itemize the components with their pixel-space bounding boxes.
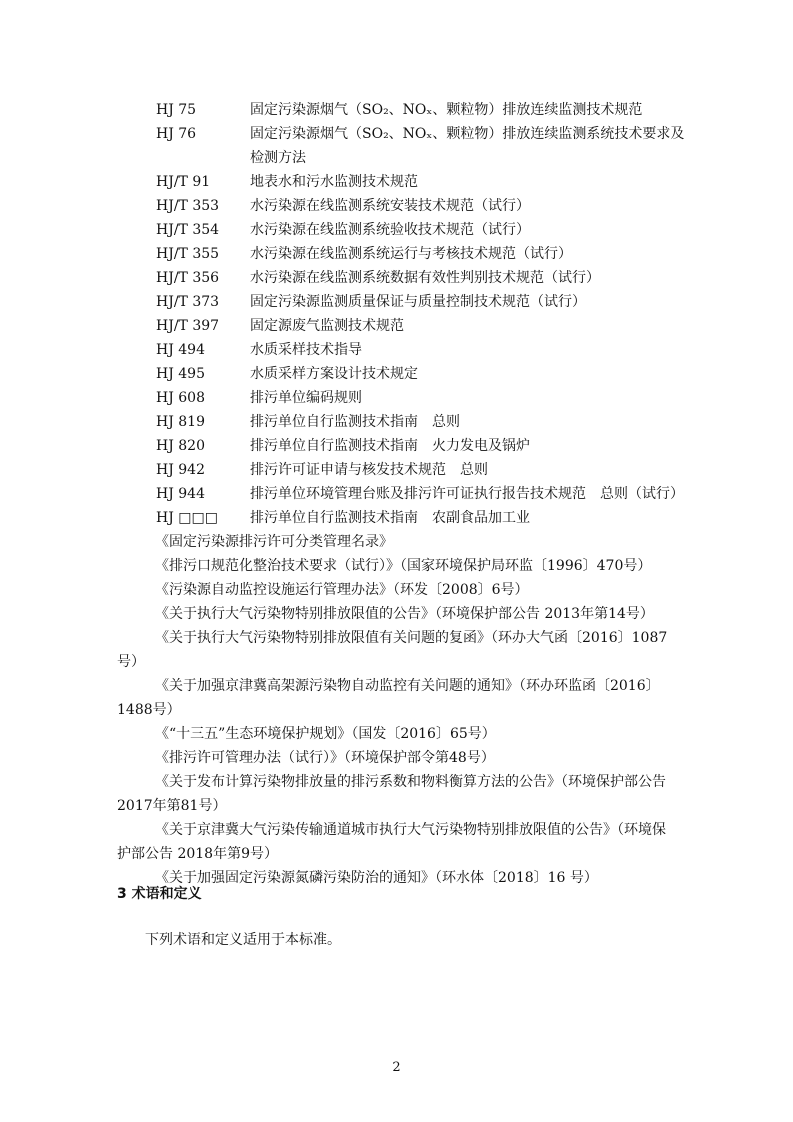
standard-row <box>156 458 686 482</box>
standards-list <box>156 98 686 530</box>
standard-row <box>156 242 686 266</box>
standard-title: 固定污染源烟气（SO₂、NOₓ、颗粒物）排放连续监测系统技术要求及检测方法 <box>250 126 685 166</box>
standard-title: 水质采样方案设计技术规定 <box>250 366 418 382</box>
reference-document: 《排污口规范化整治技术要求（试行）》（国家环境保护局环监〔1996〕470号） <box>155 558 652 574</box>
standard-title: 水污染源在线监测系统运行与考核技术规范（试行） <box>250 246 572 262</box>
standard-row <box>156 170 686 194</box>
standard-row <box>156 194 686 218</box>
standard-row <box>156 362 686 386</box>
standard-row <box>156 218 686 242</box>
standard-row <box>156 122 686 170</box>
standard-title: 固定污染源监测质量保证与质量控制技术规范（试行） <box>250 294 586 310</box>
standard-code: HJ/T 355 <box>156 246 220 262</box>
documents-list <box>117 530 677 890</box>
standard-code: HJ/T 91 <box>156 174 211 190</box>
section-heading: 3 术语和定义 <box>117 886 202 902</box>
standard-row <box>156 266 686 290</box>
standard-row <box>156 506 686 530</box>
standard-title: 水污染源在线监测系统安装技术规范（试行） <box>250 198 530 214</box>
standard-row <box>156 98 686 122</box>
standard-title: 水污染源在线监测系统数据有效性判别技术规范（试行） <box>250 270 600 286</box>
standard-title: 排污单位编码规则 <box>250 390 362 406</box>
standard-code: HJ 820 <box>156 438 205 454</box>
standard-code: HJ 819 <box>156 414 205 430</box>
standard-row <box>156 386 686 410</box>
standard-code: HJ/T 354 <box>156 222 220 238</box>
standard-title: 排污单位自行监测技术指南 火力发电及锅炉 <box>250 438 530 454</box>
standard-row <box>156 290 686 314</box>
standard-row <box>156 410 686 434</box>
standard-title: 排污许可证申请与核发技术规范 总则 <box>250 462 488 478</box>
standard-code: HJ 495 <box>156 366 205 382</box>
standard-code: HJ 944 <box>156 486 205 502</box>
standard-row <box>156 482 686 506</box>
standard-row <box>156 314 686 338</box>
standard-code: HJ/T 397 <box>156 318 220 334</box>
standard-code: HJ 76 <box>156 126 197 142</box>
reference-document: 《关于加强固定污染源氮磷污染防治的通知》（环水体〔2018〕16 号） <box>155 870 598 886</box>
standard-code: HJ 75 <box>156 102 197 118</box>
standard-code: HJ 494 <box>156 342 205 358</box>
section-body: 下列术语和定义适用于本标准。 <box>145 932 341 948</box>
reference-document: 《“十三五”生态环境保护规划》（国发〔2016〕65号） <box>155 726 496 742</box>
standard-code: HJ 942 <box>156 462 205 478</box>
standard-row <box>156 338 686 362</box>
standard-title: 地表水和污水监测技术规范 <box>250 174 418 190</box>
reference-document: 《关于执行大气污染物特别排放限值的公告》（环境保护部公告 2013年第14号） <box>155 606 654 622</box>
reference-document: 《关于发布计算污染物排放量的排污系数和物料衡算方法的公告》（环境保护部公告2017年第81号） <box>117 774 666 814</box>
reference-document: 《关于执行大气污染物特别排放限值有关问题的复函》（环办大气函〔2016〕1087号） <box>117 630 668 670</box>
reference-document: 《污染源自动监控设施运行管理办法》（环发〔2008〕6号） <box>155 582 529 598</box>
reference-document: 《排污许可管理办法（试行）》（环境保护部令第48号） <box>155 750 495 766</box>
reference-document: 《关于京津冀大气污染传输通道城市执行大气污染物特别排放限值的公告》（环境保护部公告 2018年第9号） <box>117 822 666 862</box>
standard-title: 水质采样技术指导 <box>250 342 362 358</box>
standard-code: HJ 608 <box>156 390 205 406</box>
standard-title: 排污单位环境管理台账及排污许可证执行报告技术规范 总则（试行） <box>250 486 684 502</box>
reference-document: 《固定污染源排污许可分类管理名录》 <box>155 534 393 550</box>
standard-title: 排污单位自行监测技术指南 总则 <box>250 414 460 430</box>
reference-document: 《关于加强京津冀高架源污染物自动监控有关问题的通知》（环办环监函〔2016〕1488号） <box>117 678 660 718</box>
standard-title: 固定污染源烟气（SO₂、NOₓ、颗粒物）排放连续监测技术规范 <box>250 102 643 118</box>
standard-code: HJ/T 373 <box>156 294 220 310</box>
standard-title: 水污染源在线监测系统验收技术规范（试行） <box>250 222 530 238</box>
page-number: 2 <box>392 1060 401 1075</box>
standard-code: HJ □□□ <box>156 510 218 526</box>
standard-code: HJ/T 356 <box>156 270 220 286</box>
standard-row <box>156 434 686 458</box>
standard-code: HJ/T 353 <box>156 198 220 214</box>
standard-title: 固定源废气监测技术规范 <box>250 318 404 334</box>
standard-title: 排污单位自行监测技术指南 农副食品加工业 <box>250 510 530 526</box>
